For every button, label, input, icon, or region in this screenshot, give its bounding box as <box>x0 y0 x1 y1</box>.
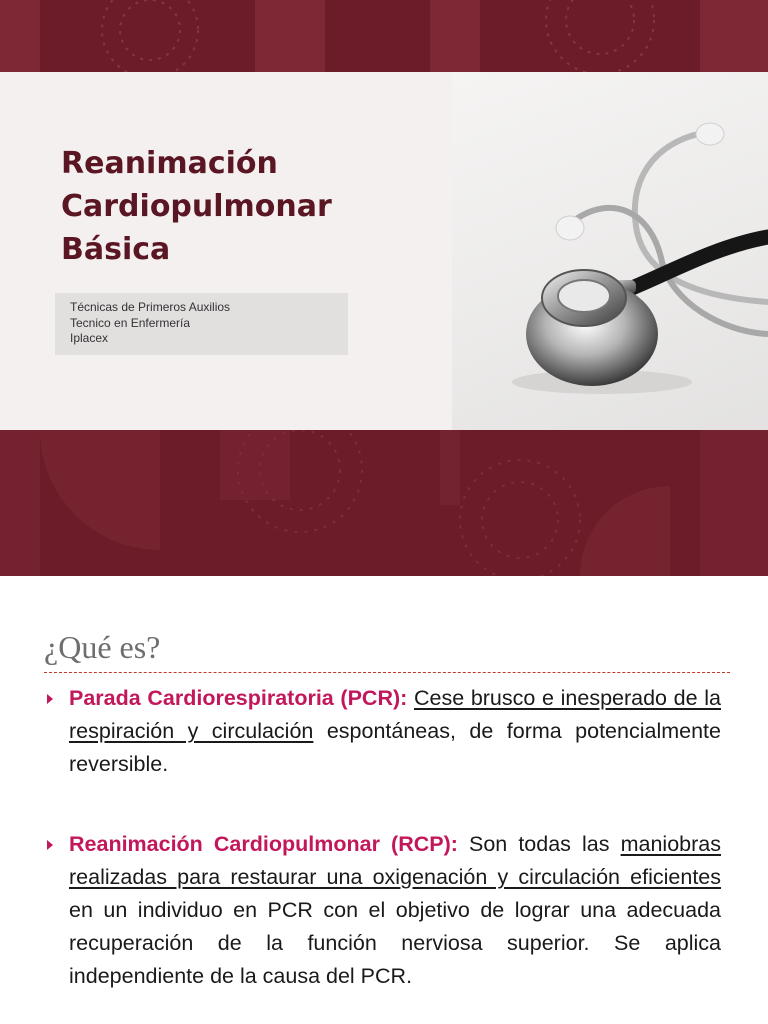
bullet-arrow-icon <box>47 840 53 850</box>
definition-underlined: Cese brusco e inesperado de la respiración y circulación <box>69 686 721 743</box>
bullet-arrow-icon <box>47 694 53 704</box>
institution-name: Iplacex <box>70 331 109 345</box>
section-heading: ¿Qué es? <box>44 629 161 665</box>
heading-divider <box>44 672 730 673</box>
slide-title-line: Reanimación <box>61 146 278 181</box>
stethoscope-photo <box>452 72 768 430</box>
definition-text: Son todas las <box>457 832 621 856</box>
course-name: Técnicas de Primeros Auxilios <box>70 300 231 314</box>
definition-underlined: maniobras realizadas para restaurar una oxigenación y circulación eficientes <box>69 832 721 889</box>
subtitle-box <box>55 293 348 355</box>
bullet-pcr <box>69 682 721 781</box>
definition-text: en un individuo en PCR con el objetivo de lograr una adecuada recuperación de la función nerviosa superior. Se aplica independiente de la causa del PCR. <box>69 898 721 988</box>
bullet-rcp <box>69 828 721 993</box>
content-slide <box>0 576 768 1024</box>
slide-title-line: Cardiopulmonar <box>61 189 332 224</box>
program-name: Tecnico en Enfermería <box>70 315 191 330</box>
term-pcr: Parada Cardiorespiratoria (PCR): <box>69 686 408 710</box>
slide-title <box>61 142 401 271</box>
definition-text: espontáneas, de forma potencialmente reversible. <box>69 719 721 776</box>
slide-title-line: Básica <box>61 232 171 267</box>
stethoscope-icon <box>452 72 768 430</box>
term-rcp: Reanimación Cardiopulmonar (RCP): <box>69 832 458 856</box>
